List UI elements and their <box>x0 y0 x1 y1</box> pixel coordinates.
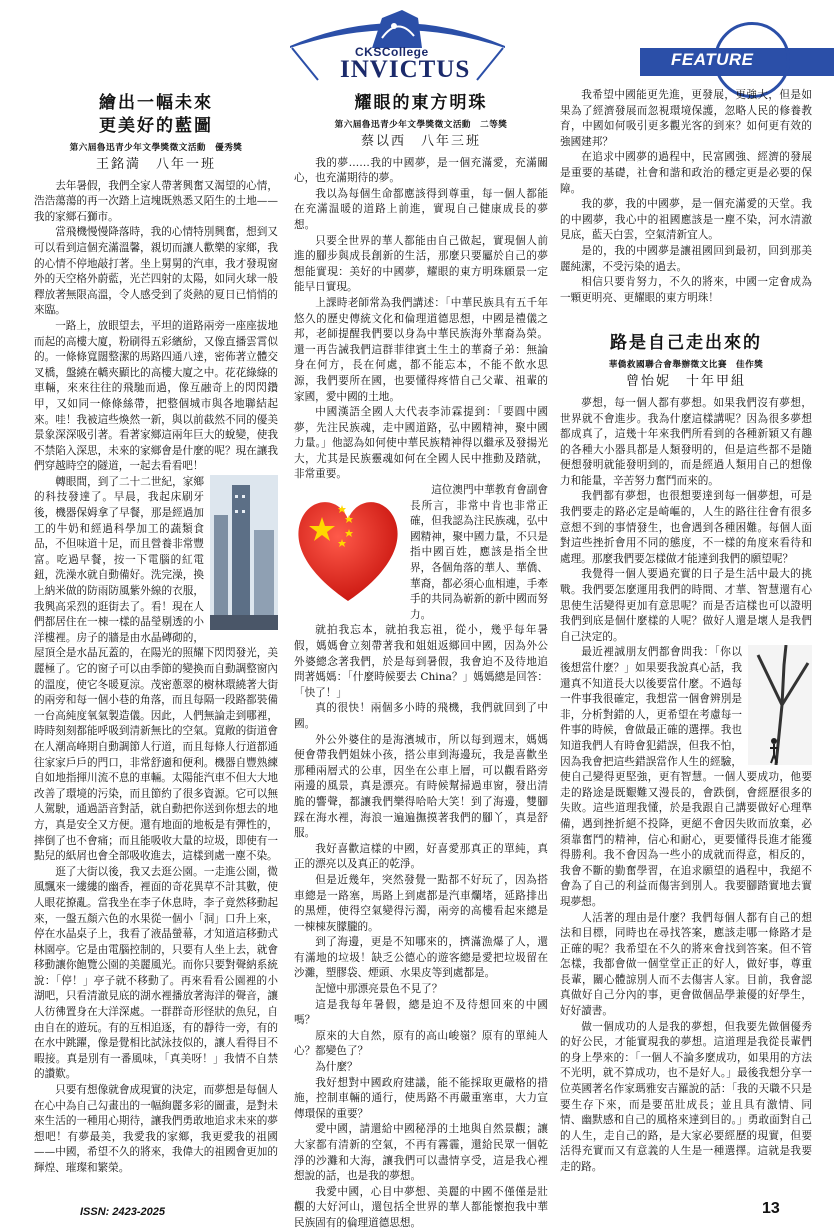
paragraph: 這位澳門中華教育會副會長所言，非常中肯也非常正確，但我認為注民族魂，弘中國精神，聚中國力量，不只是指中國百姓，應該是指全世界，各個角落的華人、華僑、華裔，都必須心血相連，手牽手的共同為嶄新的新中國而努力。 <box>410 484 548 621</box>
paragraph: 在追求中國夢的過程中，民富國強、經濟的發展是重要的基礎，社會和諧和政治的穩定更是必要的保障。 <box>560 151 812 195</box>
paragraph: 人活著的理由是什麼？我們每個人都有自己的想法和目標，同時也在尋找答案，應該走哪一條路才是正確的呢？我希望在不久的將來會找到答案。但不管怎樣，我都會做一個堂堂正正的好人，做好事，尊重長輩，關心體諒別人而不去傷害人家。目前，我會認真做好自己分內的事，更會做個品學兼優的好學生，好好讀書。 <box>560 911 812 1018</box>
paragraph: 去年暑假，我們全家人帶著興奮又渴望的心情，浩浩蕩蕩的再一次踏上這塊既熟悉又陌生的土地——我的家鄉石獅市。 <box>34 179 278 223</box>
article-1-title-line1: 繪出一幅未來 <box>99 93 213 113</box>
feature-label: FEATURE <box>671 50 754 69</box>
article-2-subtitle: 第六屆魯迅青少年文學獎徵文活動 二等獎 <box>334 120 508 130</box>
article-1-author: 王銘満 八年一班 <box>95 157 216 172</box>
paragraph: 我們都有夢想，也很想要達到每一個夢想，可是我們要走的路必定是崎嶇的，人生的路往往會有很多意想不到的事情發生，也會遇到各種困難。每個人面對這些挫折會用不同的態度，不一樣的角度來看待和處理。那麼我們要怎樣做才能達到我們的願望呢？ <box>560 490 812 565</box>
paragraph: 當飛機慢慢降落時，我的心情特別興奮，想到又可以看到這個充滿溫馨，親切而讓人歡樂的家鄉，我的心情不停地敲打著。坐上舅舅的汽車，我才發現窗外的天空格外蔚藍，光芒四射的太陽，如同火球一般釋放著無限高溫，令人感受到了炎熱的夏日已悄悄的來臨。 <box>34 226 278 317</box>
paragraph: 我以為每個生命都應該得到尊重，每一個人都能在充滿温暖的道路上前進，實現自己健康成長的夢想。 <box>294 187 548 231</box>
article-3-title: 路是自己走出來的 <box>610 333 762 354</box>
page-header <box>0 0 834 90</box>
paragraph: 相信只要肯努力，不久的將來，中國一定會成為一顆更明亮、更耀眼的東方明珠！ <box>560 276 812 304</box>
paragraph: 但是近幾年，突然發覺一點都不好玩了，因為搭車總是一路塞，馬路上到處都是汽車爛堵，延路排出的黑煙，使得空氣變得污濁，兩旁的高樓看起來總是一棟棟灰朦朧的。 <box>294 873 548 933</box>
paragraph: 我好想對中國政府建議，能不能採取更嚴格的措施，控制車輛的通行，使馬路不再嚴重塞車，大力宣傳環保的重要？ <box>294 1076 548 1120</box>
crossroads-image-icon <box>748 645 812 765</box>
page-number: 13 <box>762 1200 780 1217</box>
paragraph: 夢想，每一個人都有夢想。如果我們沒有夢想，世界就不會進步。我為什麼這樣講呢？因為很多夢想都成真了，這幾十年來我們所看到的各種新穎又有趣的各種大小器具都是人類發明的，但是這些都不是隨便想發明就能發明到的，而是經過人類用自己的想像力和能量，辛苦努力奮鬥而來的。 <box>560 396 812 487</box>
paragraph: 中國漢語全國人大代表李沛霖提到：「要圓中國夢，先注民族魂，走中國道路，弘中國精神，聚中國力量。」他認為如何使中華民族精神得以繼承及發揚光大，尤其是民族靈魂如何在全國人民中推動及踏就，非常重要。 <box>294 406 548 481</box>
article-1 <box>34 92 278 1177</box>
paragraph: 逛了大街以後，我又去逛公園。一走進公園，微風飄來一縷縷的幽香，裡面的奇花異草不計其數，使人眼花撩亂。當我坐在李子休息時，李子竟然移動起來，一盤五顏六色的水果從一個小「洞」口升上來，停在水晶桌子上，我看了液晶螢幕，才知道這移動式林園亭。它是由電腦控制的，只要有人坐上去，就會移動讓你飽覽公園的美麗風光。而你只要對聲納系統說：「停！」亭子就不移動了。再來看看公園裡的小湖吧，只看清澈見底的湖水裡播放著海洋的聲音，讓人彷彿置身在大洋深處。一群群奇形怪狀的魚兒，自由自在的遊玩。有的互相追逐，有的靜待一旁，有的在水中跳躍，像是覺相比試泳技似的，讓人看得目不暇接。真是別有一番風味，「真美呀！」我情不自禁的讚歎。 <box>34 865 278 1081</box>
paragraph: 是的，我的中國夢是讓祖國回到最初，回到那美麗純潔，不受污染的過去。 <box>560 244 812 273</box>
logo-big-text: INVICTUS <box>340 56 471 83</box>
article-1-subtitle: 第六屆魯迅青少年文學獎徵文活動 優秀獎 <box>69 143 243 153</box>
paragraph: 為什麼？ <box>315 1061 358 1074</box>
paragraph: 真的很快！兩個多小時的飛機，我們就回到了中國。 <box>294 702 548 730</box>
paragraph: 做一個成功的人是我的夢想，但我要先做個優秀的好公民，才能實現我的夢想。這道理是我從長輩們的身上學來的：「一個人不論多麼成功，如果用的方法不光明，就不算成功，也不是好人。」最後我想分享一位英國著名作家瑪雅安吉羅說的話：「我的天職不只是要生存下來，而是要茁壯成長；並且具有激情、同情、幽默感和自己的風格來達到目的。」勇敢面對自己的人生，走自己的路，是大家必要經歷的現實，但要活得充實而又有意義的人生是一種選擇。這就是我要走的路。 <box>560 1020 812 1173</box>
paragraph: 就拍我忘本，就拍我忘祖，從小，幾乎每年暑假，媽媽會立刻帶著我和姐姐返鄉回中國，因為外公外婆總念著我們，於是每到暑假，我會迫不及待地追問著媽媽：「什麼時候要去 China？」媽媽總是回答：「快了！」 <box>294 624 548 699</box>
paragraph: 只要有想像就會成現實的決定，而夢想是每個人在心中為自己勾畫出的一幅絢麗多彩的圖畫，是對未來生活的一種用心期待，讓我們勇敢地追求未來的夢想吧！有夢最美，我愛我的家鄉，我更愛我的祖國——中國，希望不久的將來，我偉大的祖國會更加的輝煌、璀璨和繁榮。 <box>34 1084 278 1174</box>
paragraph: 只要全世界的華人都能由自己做起，實現個人前進的腳步與成長創新的生活，那麼只要屬於自己的夢想能實現：美好的中國夢，耀眼的東方明珠願景一定能早日實現。 <box>294 234 548 294</box>
paragraph: 我希望中國能更先進，更發展，更強大，但是如果為了經濟發展而忽視環境保護，忽略人民的修養教育，中國如何吸引更多觀光客的到來？如何更有效的強國建邦？ <box>560 89 812 148</box>
paragraph: 我覺得一個人要過充實的日子是生活中最大的挑戰。我們要怎麼運用我們的時間、才華、智慧還有心思使生活變得更加有意思呢？而是否這樣也可以證明我們到底是個什麼樣的人呢？做好人還是壞人是我們自己決定的。 <box>560 568 812 643</box>
issn-label: ISSN: 2423-2025 <box>80 1206 165 1218</box>
paragraph: 這是我每年暑假，總是迫不及待想回來的中國嗎？ <box>294 998 548 1027</box>
futuristic-city-image-icon <box>210 475 278 630</box>
article-2-author: 蔡以西 八年三班 <box>360 134 481 149</box>
paragraph: 一路上，放眼望去，平坦的道路兩旁一座座拔地而起的高樓大廈，粉刷得五彩繽紛，又像直播雲霄似的。一條條寬闊整潔的馬路四通八達，密佈著立體交叉橋，盤繞在轎夾顯比的高樓大廈之中。花花綠綠的車輛，來來往往的飛馳而過，像互融奇上的閃閃鑽甲，又如同一條條絲帶，把整個城市與各地聯結起來。哇！我被這些煥然一新，與以前截然不同的優美景象深深吸引著。看著家鄉這兩年巨大的蛻變，使我不禁陷入深思，未來的家鄉會是什麼的呢？現在讓我們穿越時空的隧道，一起去看看吧！ <box>34 319 278 473</box>
paragraph: 到了海邊，更是不知哪來的，擠滿漁爆了人，還有滿地的垃圾！缺乏公德心的遊客總是愛把垃圾留在沙灘，塑膠袋、煙頭、水果皮等到處都是。 <box>294 936 548 980</box>
paragraph: 記憶中那漂亮景色不見了？ <box>315 983 443 996</box>
paragraph: 我的夢……我的中國夢，是一個充滿愛，充滿關心，也充滿期待的夢。 <box>294 156 548 185</box>
paragraph: 外公外婆住的是海濱城市，所以每到週末，媽媽便會帶我們姐妹小孩，搭公車到海邊玩，我是喜歡坐那種兩層式的公車，因坐在公車上層，可以觀看路旁兩邊的風景，真是漂亮。有時候幫掃過車窗，發出清脆的響聲，都讓我們樂得哈哈大笑！到了海邊，雙腳踩在海水裡，海浪一遍遍撫摸著我們的腳丫，真是舒服。 <box>294 733 548 840</box>
paragraph: 上課時老師常為我們講述：「中華民族具有五千年悠久的歷史傳統文化和倫理道德思想，中國是禮儀之邦，老師提醒我們要以身為中華民族海外華裔為榮。還一再告誡我們這群菲律賓土生土的華裔子弟：無論身在何方，長在何處，都不能忘本，不能不飲水思源，我們要所在國，也要懂得疼惜自己父輩、祖輩的家國，愛中國的土地。 <box>294 296 548 403</box>
article-3-author: 曾怡妮 十年甲組 <box>625 374 746 390</box>
chinese-flag-heart-icon <box>294 483 402 609</box>
article-3-subtitle: 華僑救國聯合會舉辦徵文比賽 佳作獎 <box>608 360 764 371</box>
paragraph: 轉眼間，到了二十二世紀，家鄉的科技發達了。早晨，我起床刷牙後，機器保姆拿了早餐，那是經過加工的牛奶和經過科學加工的蔬類食品，不但味道十足，而且營養非常豐富。吃過早餐，按一下電腦的紅電鈕，洗澡水就自動備好。洗完澡，換上納米做的防雨防風紫外線的衣服，我興高采烈的逛街去了。看！現在人們都居住在一棟一樣的晶瑩剔透的小洋樓裡。房子的牆是由水晶磚砌的，屋頂全是水晶瓦蓋的，在陽光的照耀下閃閃發光，美麗極了。它的窗子可以由季節的變換而自動調整窗內的溫度，使它冬暖夏涼。茂密蔥翠的樹林環繞著大街的兩旁和每一個小巷的角落，而且每隔一段路都裝備一台高純度氧氣製造儀。因此，人們無論走到哪裡，時時刻刻都能呼吸到清新無比的空氣。寬敞的街道會在人潮高峰期自動調節人行道，而且每條人行道都通往家家戶戶的門口，非常舒適和便利。機器自豐熟練自如地指揮川流不息的車輛。太陽能汽車不但大大地改善了環境的污染，而且節約了很多資源。它可以無人駕駛，通過語音對話，就自動把你送到你想去的地方，真是安全又方便。還有地面的地板是有彈性的，摔倒了也不會痛；而且能吸收大量的垃圾，即使有一點兒的紙屑也會全部吸收進去，這樣到處一塵不染。 <box>34 475 278 863</box>
paragraph: 我愛中國，心目中夢想、美麗的中國不僅僅是壯觀的大好河山，還包括全世界的華人都能懷抱我中華民族固有的倫理道德思想。 <box>294 1185 548 1229</box>
paragraph: 愛中國，請還給中國秘淨的土地與自然景觀；讓大家都有清新的空氣，不再有霧霾，還給民眾一個乾淨的沙灘和大海，讓我們可以盡情享受，這是我心裡想說的話，也是我的夢想。 <box>294 1123 548 1183</box>
paragraph: 我好喜歡這樣的中國，好喜愛那真正的單純，真正的漂亮以及真正的乾淨。 <box>294 842 548 871</box>
article-2-title: 耀眼的東方明珠 <box>354 93 488 113</box>
paragraph: 原來的大自然，原有的高山峻嶺？原有的單純人心？都變色了？ <box>294 1029 548 1058</box>
article-2 <box>294 92 548 1232</box>
paragraph: 最近裡誠朋友們都會問我：「你以後想當什麼？」如果要我說真心話，我還真不知道長大以後要當什麼。不過每一件事我很確定，我想當一個會辨別是非，分析對錯的人，更希望在考慮每一件事的時候，會做最正確的選擇。我也知道我們人有時會犯錯誤，但我不怕，因為我會把這些錯誤當作人生的經驗，使自己變得更堅強，更有智慧。一個人要成功，他要走的路途是既艱難又漫長的，會跌倒，會經歷很多的失敗。這些道理我懂，於是我跟自己講要做好心理準備，遇到挫折絕不投降，更絕不會因失敗而放棄，必須靠奮鬥的精神，信心和耐心，更要懂得長進才能獲得勝利。我不會因為一些小的成就而得意，相反的，我會不斷的勤奮學習，在追求願望的過程中，我絕不會為了自己的利益而傷害到別人。我要腳踏實地去實現夢想。 <box>560 646 812 908</box>
article-1-title-line2: 更美好的藍圖 <box>99 116 213 136</box>
logo-small-text: CKSCollege <box>355 45 429 59</box>
article-2-continued-and-article-3 <box>560 88 812 1176</box>
paragraph: 我的夢，我的中國夢，是一個充滿愛的天堂。我的中國夢，我心中的祖國應該是一塵不染，河水清澈見底，藍天白雲，空氣清新宜人。 <box>560 198 812 242</box>
